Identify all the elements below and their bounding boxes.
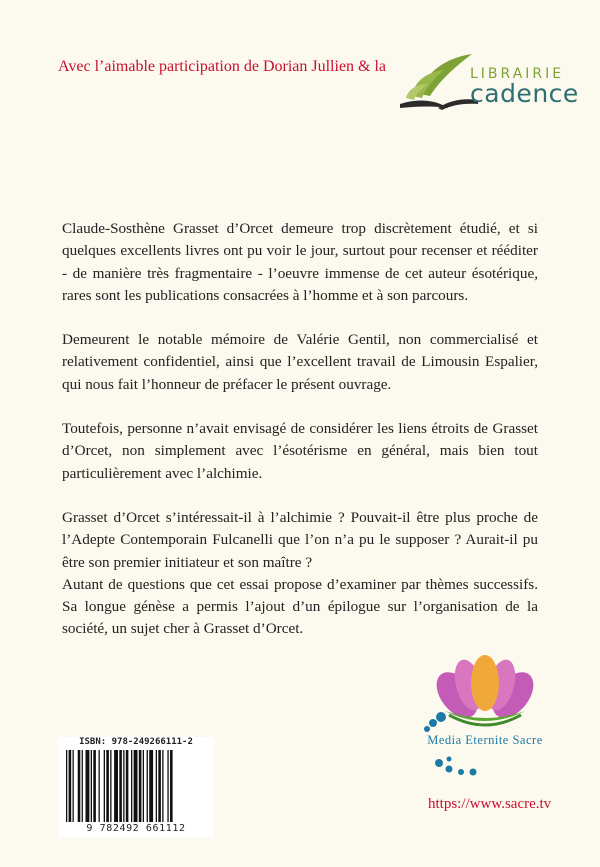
- barcode-bar: [73, 750, 74, 822]
- isbn-barcode: [58, 737, 214, 837]
- media-eternite-sacre-logo: [405, 655, 565, 785]
- barcode-bar: [114, 750, 118, 822]
- barcode-bar: [167, 750, 168, 822]
- barcode-bar: [156, 750, 157, 822]
- cadence-word: cadence: [470, 79, 579, 108]
- barcode-bar: [119, 750, 122, 822]
- librairie-word: LIBRAIRIE: [470, 66, 565, 82]
- barcode-digits: 9 782492 661112: [86, 823, 186, 834]
- barcode-bar: [170, 750, 173, 822]
- barcode-bar: [69, 750, 72, 822]
- paragraph: Grasset d’Orcet s’intéressait-il à l’alchimie ? Pouvait-il être plus proche de l’Adepte Contemporain Fulcanelli que l’on n’a pu le supposer ? Aurait-il pu être son premier initiateur et son maître ?: [62, 508, 538, 571]
- publisher-name: Media Eternite Sacre: [427, 733, 543, 747]
- paragraph: Claude-Sosthène Grasset d’Orcet demeure trop discrètement étudié, et si quelques excellents livres ont pu voir le jour, surtout pour recenser et rééditer - de manière très fragmentaire - l’oeuvre immense de cet auteur ésotérique, rares sont les publications consacrées à l’homme et à son parcours.: [62, 220, 538, 304]
- paragraph: Demeurent le notable mémoire de Valérie Gentil, non commercialisé et relativement confidentiel, ainsi que l’excellent travail de Limousin Espalier, qui nous fait l’honneur de préfacer le présent ouvrage.: [62, 331, 538, 393]
- barcode-bar: [86, 750, 90, 822]
- barcode-bar: [91, 750, 92, 822]
- barcode-bar: [82, 750, 83, 822]
- barcode-bar: [158, 750, 161, 822]
- barcode-bar: [78, 750, 81, 822]
- participation-text: Avec l’aimable participation de Dorian Jullien & la: [58, 58, 387, 75]
- barcode-bar: [139, 750, 142, 822]
- barcode-bar: [99, 750, 100, 822]
- lotus-icon: [405, 655, 565, 785]
- paragraph: Toutefois, personne n’avait envisagé de considérer les liens étroits de Grasset d’Orcet, non simplement avec l’ésotérisme en général, mais bien tout particulièrement avec l’alchimie.: [62, 420, 538, 482]
- barcode-bar: [126, 750, 129, 822]
- barcode-bars: [62, 750, 210, 824]
- barcode-bar: [134, 750, 138, 822]
- barcode-bar: [93, 750, 96, 822]
- barcode-bar: [149, 750, 153, 822]
- back-cover-text: [62, 218, 538, 641]
- barcode-bar: [110, 750, 111, 822]
- librairie-cadence-logo: [398, 48, 588, 128]
- barcode-bar: [66, 750, 67, 822]
- paragraph: Autant de questions que cet essai propose d’examiner par thèmes successifs. Sa longue génèse a permis l’ajout d’un épilogue sur l’organisation de la société, un sujet cher à Grasset d’Orcet.: [62, 575, 538, 638]
- isbn-label: ISBN: 978-249266111-2: [79, 737, 193, 747]
- publisher-url[interactable]: https://www.sacre.tv: [428, 796, 552, 812]
- book-leaves-icon: [398, 48, 478, 123]
- barcode-bar: [162, 750, 163, 822]
- barcode-bar: [104, 750, 105, 822]
- barcode-bar: [131, 750, 132, 822]
- barcode-bar: [143, 750, 144, 822]
- barcode-bar: [106, 750, 109, 822]
- barcode-bar: [123, 750, 124, 822]
- barcode-bar: [147, 750, 148, 822]
